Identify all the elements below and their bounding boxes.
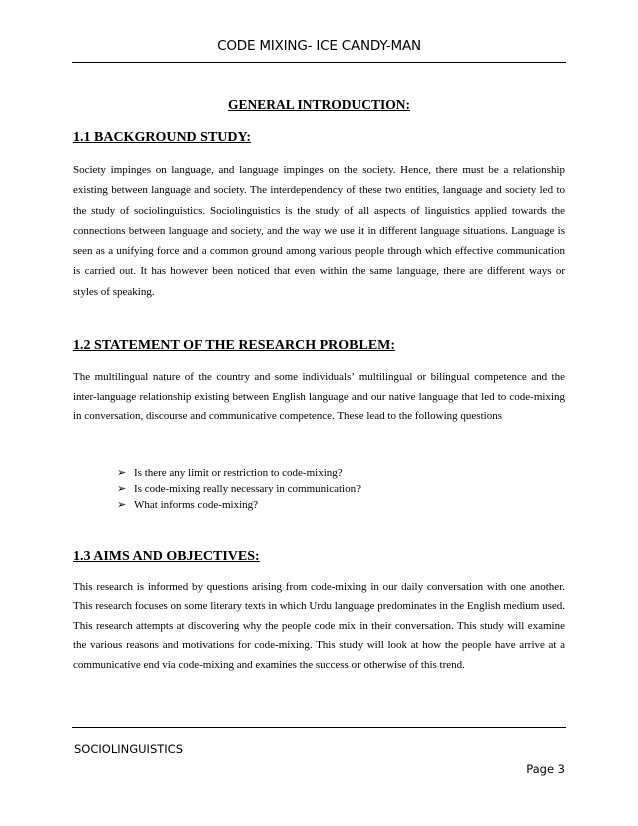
list-item (117, 497, 565, 513)
page-number: Page 3 (526, 762, 565, 776)
question-text: Is there any limit or restriction to code-mixing? (134, 466, 343, 479)
footer-subject: SOCIOLINGUISTICS (74, 742, 183, 756)
header-rule (72, 62, 566, 63)
arrow-bullet-icon: ➢ (117, 498, 127, 511)
footer-rule (72, 727, 566, 728)
section-1-3-heading: 1.3 AIMS AND OBJECTIVES: (73, 548, 260, 564)
section-1-2-paragraph: The multilingual nature of the country and some individuals’ multilingual or bilingual competence and the inter-language relationship existing between English language and our native language that led to code-mixing in conversation, discourse and communicative competence. These lead to the following questions (73, 371, 565, 423)
general-introduction-title: GENERAL INTRODUCTION: (228, 97, 410, 112)
section-1-2-heading: 1.2 STATEMENT OF THE RESEARCH PROBLEM: (73, 338, 396, 354)
section-1-1-heading: 1.1 BACKGROUND STUDY: (73, 130, 252, 145)
arrow-bullet-icon: ➢ (117, 482, 127, 495)
arrow-bullet-icon: ➢ (117, 466, 127, 479)
section-1-1-paragraph: Society impinges on language, and language impinges on the society. Hence, there must be a relationship existing between language and society. The interdependency of these two entities, language and society led to the study of sociolinguistics. Sociolinguistics is the study of all aspects of linguistics applied towards the connections between language and society, and the way we use it in different language situations. Language is seen as a unifying force and a common ground among various people through which effective communication is carried out. It has however been noticed that even within the same language, there are different ways or styles of speaking. (73, 164, 565, 298)
list-item (117, 465, 565, 481)
question-text: What informs code-mixing? (134, 498, 259, 511)
section-1-3-paragraph: This research is informed by questions arising from code-mixing in our daily conversation with one another. This research focuses on some literary texts in which Urdu language predominates in the English medium used. This research attempts at discovering why the people code mix in their conversation. This study will examine the various reasons and motivations for code-mixing. This study will look at how the people have arrive at a communicative end via code-mixing and examines the success or otherwise of this trend. (73, 580, 565, 671)
research-questions-list (73, 465, 565, 513)
page-header: CODE MIXING- ICE CANDY-MAN (217, 38, 421, 54)
question-text: Is code-mixing really necessary in communication? (134, 482, 361, 495)
list-item (117, 481, 565, 497)
document-body (73, 96, 565, 675)
